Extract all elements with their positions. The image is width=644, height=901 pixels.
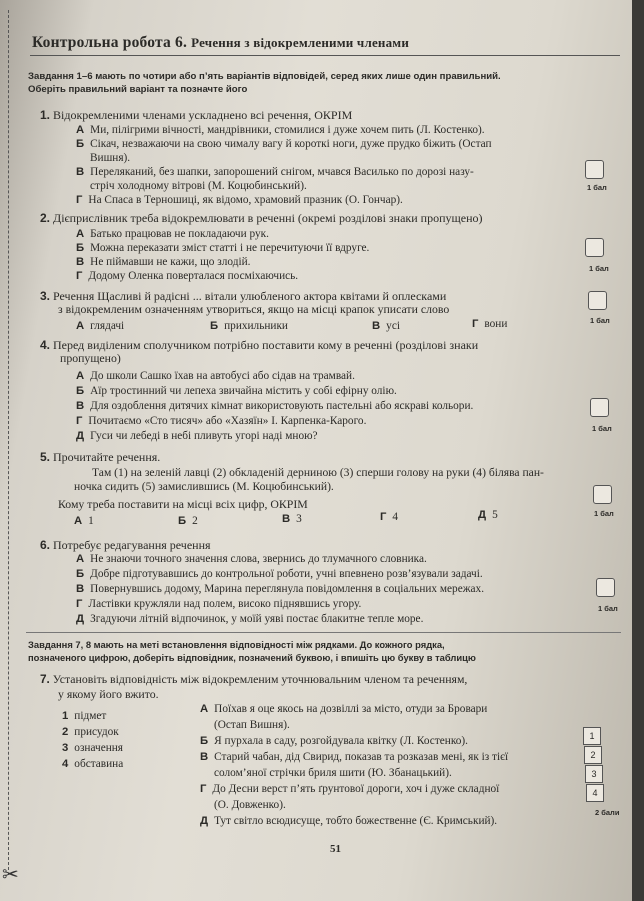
q4-option-e[interactable]: Д Гуси чи лебеді в небі пливуть угорі наді мною? xyxy=(76,430,318,442)
q4-option-c[interactable]: В Для оздоблення дитячих кімнат використовують пастельні або яскраві кольори. xyxy=(76,400,474,412)
q5-option-e[interactable]: Д 5 xyxy=(478,509,498,521)
q2-option-a[interactable]: А Батько працював не покладаючи рук. xyxy=(76,228,269,240)
q5-option-a[interactable]: А 1 xyxy=(74,515,94,527)
q4-option-d[interactable]: Г Почитаємо «Сто тисяч» або «Хазяїн» І. Карпенка-Карого. xyxy=(76,415,367,427)
q1-score: 1 бал xyxy=(587,183,607,192)
subtitle-text: Речення з відокремленими членами xyxy=(191,35,410,50)
instruction-line: позначеного цифрою, доберіть відповідник, позначений буквою, і впишіть цю букву в таблицю xyxy=(28,652,476,663)
q4-score: 1 бал xyxy=(592,424,612,433)
q1-answer-box[interactable] xyxy=(585,160,604,179)
question-2: 2. Дієприслівник треба відокремлювати в реченні (окремі розділові знаки пропущено) xyxy=(40,211,483,225)
question-7-line2: у якому його вжито. xyxy=(58,687,159,701)
q5-option-c[interactable]: В 3 xyxy=(282,513,302,525)
q7-score: 2 бали xyxy=(595,808,620,817)
cut-line xyxy=(8,10,9,870)
instruction-line: Оберіть правильний варіант та позначте його xyxy=(28,84,248,95)
q2-answer-box[interactable] xyxy=(585,238,604,257)
q7-answer-cell-1[interactable]: 1 xyxy=(583,727,601,745)
q5-answer-box[interactable] xyxy=(593,485,612,504)
q5-question: Кому треба поставити на місці всіх цифр, ОКРІМ xyxy=(58,497,308,511)
q7-answer-cell-4[interactable]: 4 xyxy=(586,784,604,802)
q3-option-d[interactable]: Г вони xyxy=(472,318,508,330)
q3-option-a[interactable]: А глядачі xyxy=(76,320,125,332)
q3-answer-box[interactable] xyxy=(588,291,607,310)
q2-option-b[interactable]: Б Можна переказати зміст статті і не перечитуючи її вдруге. xyxy=(76,242,370,254)
question-7: 7. Установіть відповідність між відокремленим уточнювальним членом та реченням, xyxy=(40,672,468,686)
question-4: 4. Перед виділеним сполучником потрібно поставити кому в реченні (розділові знаки xyxy=(40,338,479,352)
question-1: 1. Відокремленими членами ускладнено всі речення, ОКРІМ xyxy=(40,108,353,122)
q5-option-d[interactable]: Г 4 xyxy=(380,511,399,523)
title-text: Контрольна робота 6. xyxy=(32,34,188,51)
q6-option-c[interactable]: В Повернувшись додому, Марина переглянула повідомлення в соціальних мережах. xyxy=(76,583,485,595)
instruction-line: Завдання 1–6 мають по чотири або п’ять варіантів відповідей, серед яких лише один правильний. xyxy=(28,71,501,82)
q1-option-c[interactable]: В Переляканий, без шапки, запорошений снігом, мчався Василько по дорозі назу- xyxy=(76,166,474,178)
q1-option-b-cont: Вишня). xyxy=(90,152,131,164)
page-title xyxy=(32,34,409,52)
q7-right-b: Б Я пурхала в саду, розгойдувала квітку (Л. Костенко). xyxy=(200,735,468,747)
q6-answer-box[interactable] xyxy=(596,578,615,597)
instruction-line: Завдання 7, 8 мають на меті встановлення відповідності між рядками. До кожного рядка, xyxy=(28,639,445,650)
q1-option-c-cont: стріч холодному вітрові (М. Коцюбинський). xyxy=(90,180,307,192)
q5-sentence-line2: ночка сидить (5) замислившись (М. Коцюбинський). xyxy=(74,480,334,493)
question-5: 5. Прочитайте речення. xyxy=(40,450,161,464)
q7-left-1: 1 підмет xyxy=(62,710,107,722)
q2-score: 1 бал xyxy=(589,264,609,273)
q4-answer-box[interactable] xyxy=(590,398,609,417)
question-3: 3. Речення Щасливі й радісні ... вітали улюбленого актора квітами й оплесками xyxy=(40,289,447,303)
q7-left-4: 4 обставина xyxy=(62,758,124,770)
instruction-2 xyxy=(28,638,476,664)
q7-left-2: 2 присудок xyxy=(62,726,119,738)
q7-left-3: 3 означення xyxy=(62,742,123,754)
q5-option-b[interactable]: Б 2 xyxy=(178,515,198,527)
q3-option-b[interactable]: Б прихильники xyxy=(210,320,288,332)
q6-option-d[interactable]: Г Ластівки кружляли над полем, високо піднявшись угору. xyxy=(76,598,362,610)
q4-option-b[interactable]: Б Аїр тростинний чи лепеха звичайна містить у собі ефірну олію. xyxy=(76,385,397,397)
q1-option-d[interactable]: Г На Спаса в Терношиці, як відомо, храмовий празник (О. Гончар). xyxy=(76,194,403,206)
q6-option-b[interactable]: Б Добре підготувавшись до контрольної роботи, учні впевнено розв’язували задачі. xyxy=(76,568,483,580)
q6-option-e[interactable]: Д Згадуючи літній відпочинок, у моїй уяві постає блакитне тепле море. xyxy=(76,613,424,625)
q7-answer-cell-2[interactable]: 2 xyxy=(584,746,602,764)
q1-option-a[interactable]: А Ми, пілігрими вічності, мандрівники, стомилися і дуже хочем пить (Л. Костенко). xyxy=(76,124,485,136)
scissors-icon: ✂ xyxy=(2,862,19,886)
question-3-line2: з відокремленим означенням утвориться, якщо на місці крапок уписати слово xyxy=(58,302,450,316)
q7-right-d-cont: (О. Довженко). xyxy=(214,799,286,811)
q3-option-c[interactable]: В усі xyxy=(372,320,400,332)
q7-answer-cell-3[interactable]: 3 xyxy=(585,765,603,783)
instruction-1 xyxy=(28,70,501,96)
page-number: 51 xyxy=(330,843,341,855)
q5-sentence-line1: Там (1) на зеленій лавці (2) обкладеній дерниною (3) сперши голову на руки (4) білява пан- xyxy=(92,466,544,479)
q7-right-c-cont: солом’яної стрічки бриля шити (Ю. Збанацький). xyxy=(214,767,452,779)
q2-option-c[interactable]: В Не піймавши не кажи, що злодій. xyxy=(76,256,251,268)
title-rule xyxy=(30,55,620,56)
q6-score: 1 бал xyxy=(598,604,618,613)
q7-right-d: Г До Десни верст п’ять ґрунтової дороги, хоч і дуже складної xyxy=(200,783,500,795)
question-4-line2: пропущено) xyxy=(60,351,121,365)
q3-score: 1 бал xyxy=(590,316,610,325)
q7-right-e: Д Тут світло всюдисуще, тобто божественне (Є. Кримський). xyxy=(200,815,498,827)
q1-option-b[interactable]: Б Сікач, незважаючи на свою чималу вагу й короткі ноги, дуже прудко біжить (Остап xyxy=(76,138,492,150)
q5-score: 1 бал xyxy=(594,509,614,518)
q7-right-c: В Старий чабан, дід Свирид, показав та розказав мені, як із тієї xyxy=(200,751,509,763)
q4-option-a[interactable]: А До школи Сашко їхав на автобусі або сідав на трамвай. xyxy=(76,370,355,382)
q7-right-a-cont: (Остап Вишня). xyxy=(214,719,290,731)
q7-right-a: А Поїхав я оце якось на дозвіллі за місто, отуди за Бровари xyxy=(200,703,488,715)
q6-option-a[interactable]: А Не знаючи точного значення слова, звернись до тлумачного словника. xyxy=(76,553,427,565)
question-6: 6. Потребує редагування речення xyxy=(40,538,211,552)
section-divider xyxy=(26,632,621,633)
q2-option-d[interactable]: Г Додому Оленка поверталася посміхаючись. xyxy=(76,270,299,282)
